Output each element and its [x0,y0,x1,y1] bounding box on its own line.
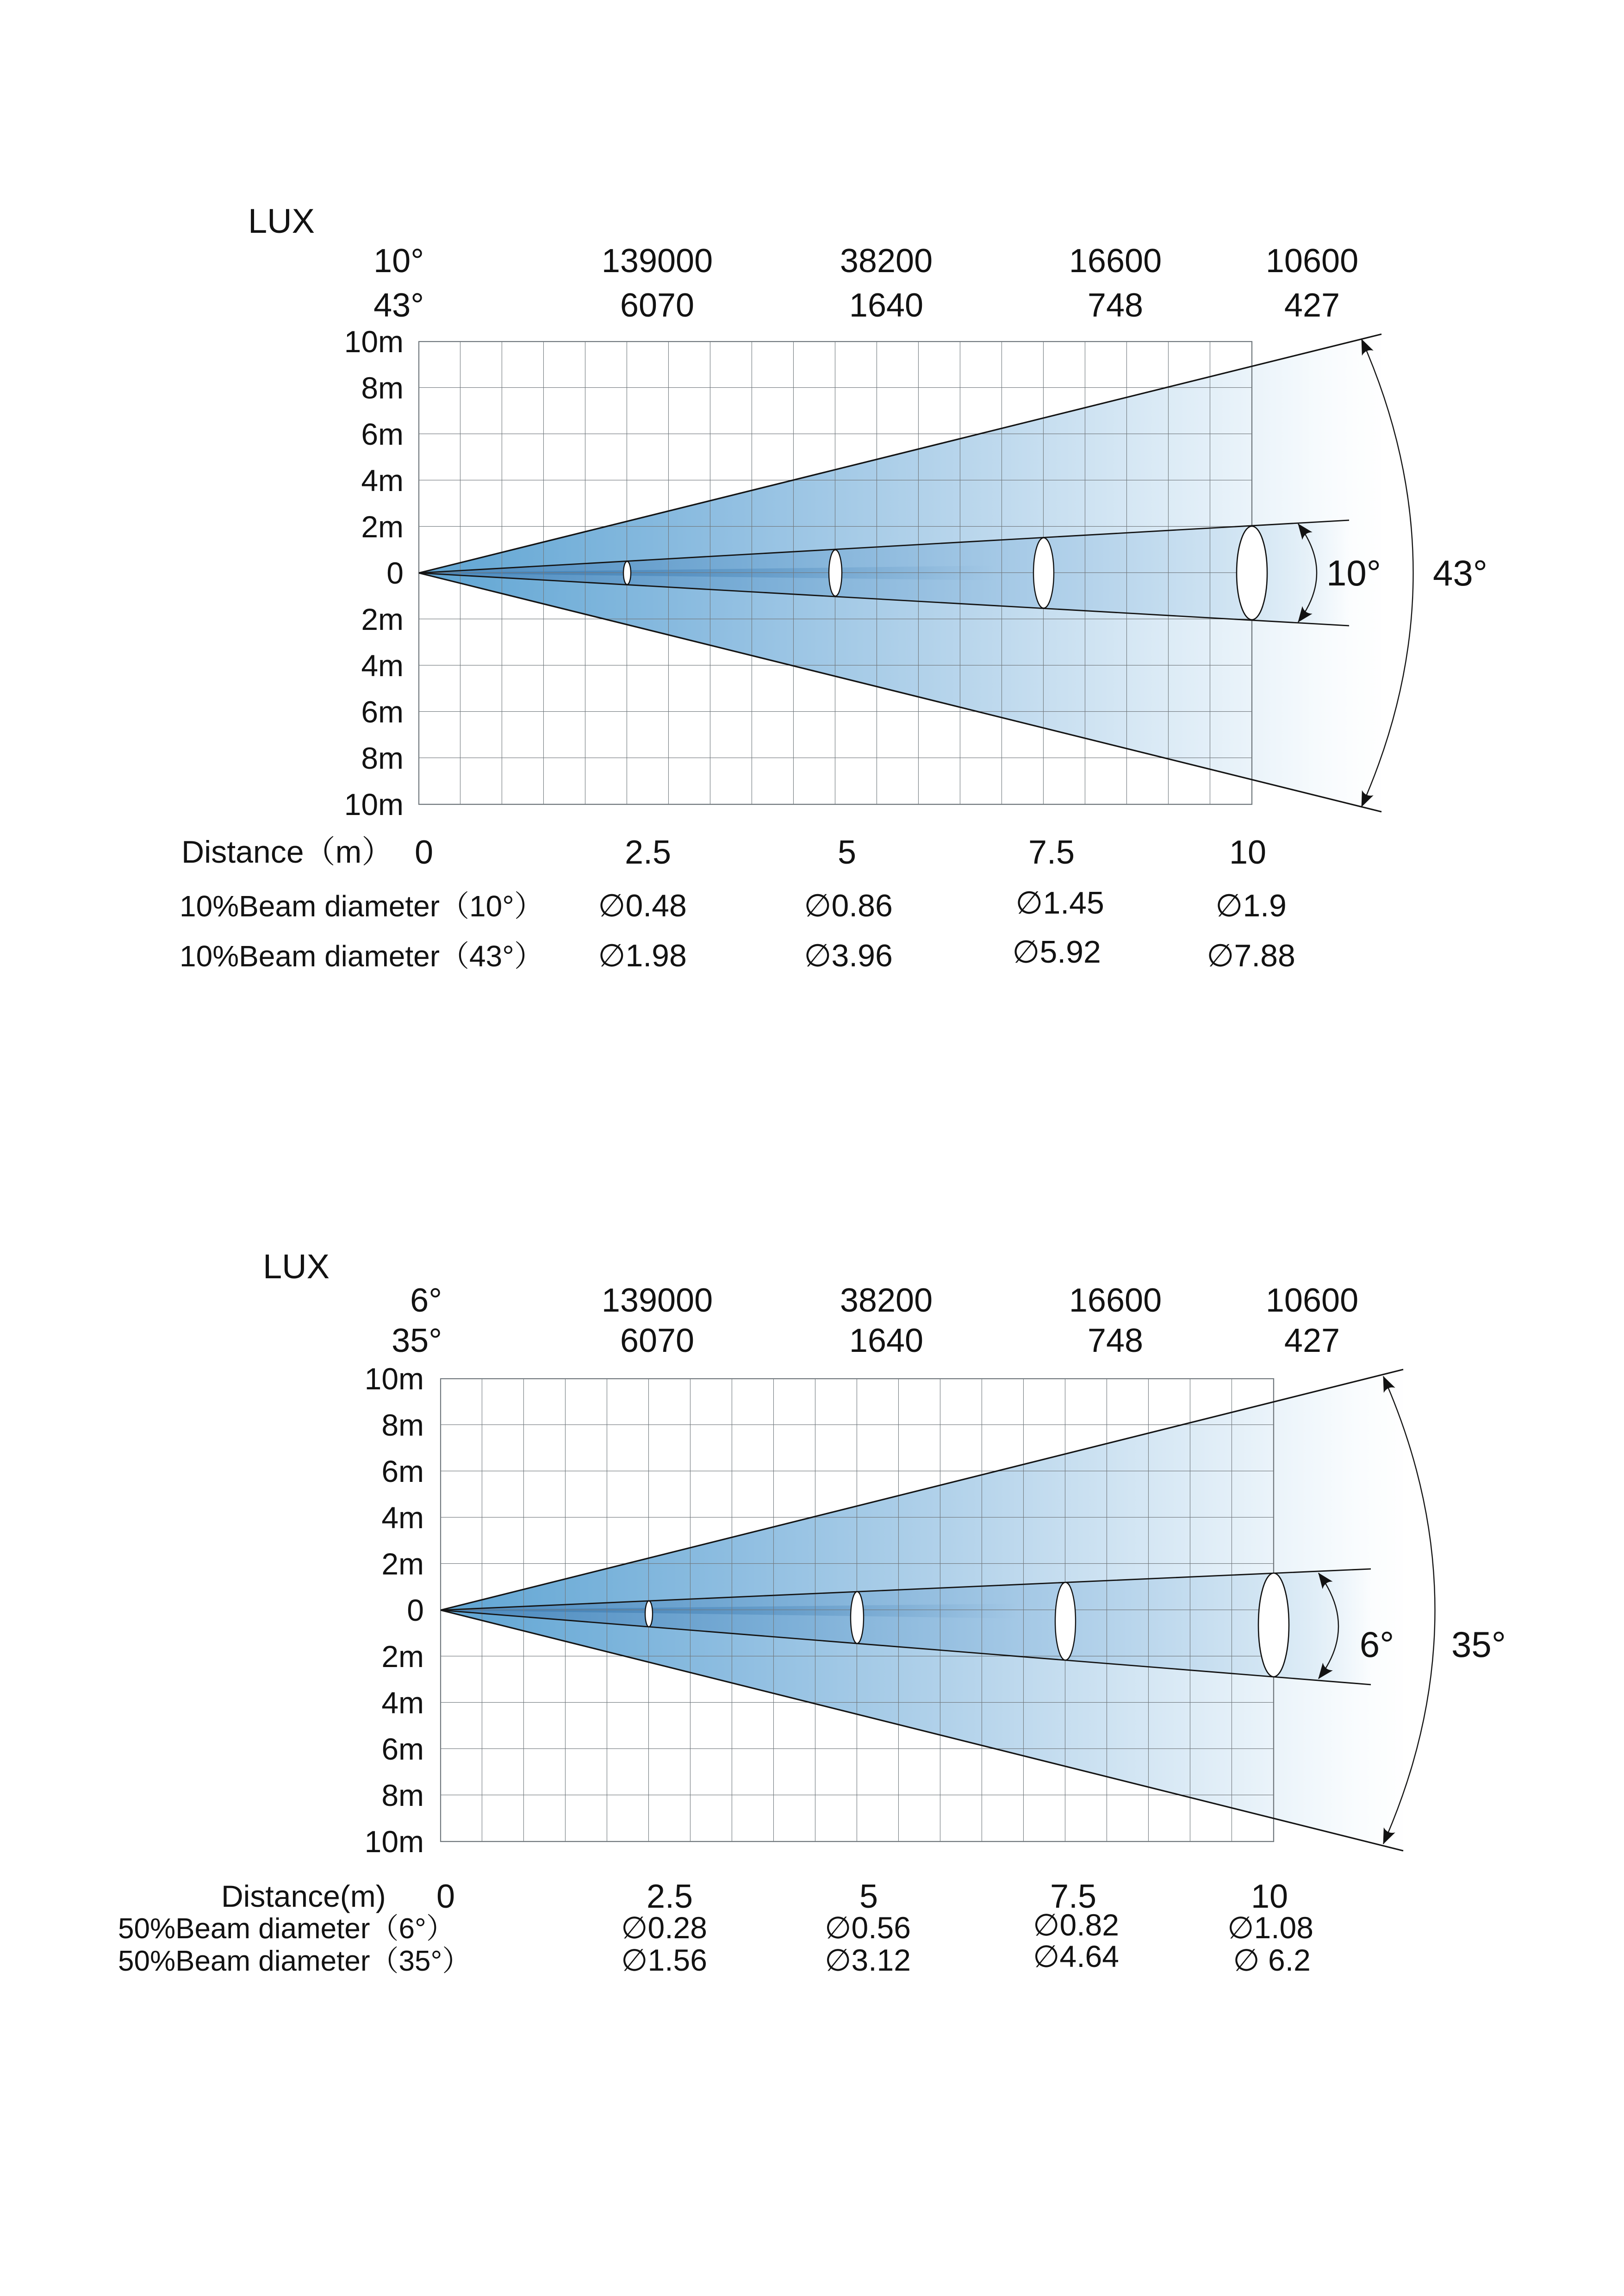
beam-diameter-value: ∅0.82 [1033,1908,1119,1942]
y-axis-label: 6m [381,1732,424,1766]
y-axis-label: 6m [361,695,404,729]
beam-chart-1 [180,202,1487,973]
header-angle-label: 35° [392,1322,442,1359]
y-axis-label: 10m [364,1362,424,1396]
distance-value: 2.5 [624,834,672,871]
beam-ellipse-5m [851,1592,864,1643]
wide-angle-callout: 43° [1433,553,1487,593]
distance-row-label: Distance（m） [181,834,393,870]
header-lux-value: 748 [1087,287,1144,324]
y-axis-label: 10m [344,324,404,359]
y-axis-label: 8m [361,371,404,405]
distance-value: 7.5 [1028,834,1075,871]
beam-diameter-row-label: 50%Beam diameter（35°） [118,1945,471,1977]
beam-ellipse-2-5m [645,1601,653,1627]
beam-diameter-value: ∅3.96 [804,938,893,973]
distance-value: 2.5 [646,1878,693,1915]
beam-ellipse-10m [1258,1573,1289,1677]
y-axis-label: 4m [361,463,404,498]
lux-label: LUX [263,1247,330,1286]
beam-diameter-value: ∅1.56 [621,1943,707,1977]
header-lux-value: 10600 [1265,1282,1359,1319]
header-lux-value: 748 [1087,1322,1144,1359]
header-lux-value: 139000 [601,243,713,280]
beam-ellipse-7-5m [1055,1582,1076,1660]
header-lux-value: 1640 [849,287,924,324]
beam-diameter-value: ∅4.64 [1033,1939,1119,1973]
beam-ellipse-7-5m [1033,538,1054,608]
beam-ellipse-2-5m [623,561,631,585]
distance-value: 5 [837,834,857,871]
lux-label: LUX [248,202,315,240]
distance-value: 5 [859,1878,878,1915]
beam-diameter-value: ∅ 6.2 [1233,1943,1311,1977]
beam-diameter-value: ∅0.86 [804,888,893,923]
y-axis-label: 2m [361,602,404,636]
y-axis-label: 2m [381,1639,424,1674]
beam-diameter-value: ∅7.88 [1207,938,1295,973]
y-axis-label: 10m [344,787,404,821]
header-angle-label: 43° [373,287,424,324]
beam-diameter-value: ∅1.08 [1227,1910,1313,1945]
header-lux-value: 427 [1284,1322,1340,1359]
beam-ellipse-5m [829,550,842,596]
y-axis-label: 8m [381,1408,424,1442]
distance-value: 10 [1229,834,1267,871]
distance-value: 0 [436,1878,455,1915]
y-axis-label: 8m [381,1778,424,1812]
beam-diameter-value: ∅1.98 [598,938,687,973]
header-lux-value: 6070 [620,1322,695,1359]
header-lux-value: 6070 [620,287,695,324]
header-lux-value: 139000 [601,1282,713,1319]
header-lux-value: 427 [1284,287,1340,324]
beam-diameter-value: ∅0.48 [598,888,687,923]
distance-value: 7.5 [1050,1878,1097,1915]
distance-value: 0 [414,834,434,871]
header-lux-value: 1640 [849,1322,924,1359]
beam-diameter-row-label: 10%Beam diameter（10°） [180,890,544,923]
beam-diameter-row-label: 50%Beam diameter（6°） [118,1913,455,1945]
narrow-angle-callout: 10° [1326,553,1381,593]
y-axis-label: 6m [361,417,404,451]
y-axis-label: 0 [386,556,404,590]
beam-diameter-value: ∅0.28 [621,1910,707,1945]
header-lux-value: 38200 [840,1282,933,1319]
y-axis-label: 8m [361,741,404,775]
beam-diameter-value: ∅1.45 [1015,885,1104,921]
y-axis-label: 6m [381,1454,424,1488]
y-axis-label: 4m [361,648,404,683]
narrow-angle-callout: 6° [1359,1624,1394,1665]
header-lux-value: 10600 [1265,243,1359,280]
header-lux-value: 16600 [1069,243,1162,280]
header-lux-value: 38200 [840,243,933,280]
beam-diameter-row-label: 10%Beam diameter（43°） [180,940,544,973]
beam-diameter-value: ∅1.9 [1215,888,1287,923]
header-angle-label: 10° [373,243,424,280]
header-angle-label: 6° [410,1282,442,1319]
beam-diameter-value: ∅5.92 [1012,934,1101,970]
beam-chart-2 [118,1247,1506,1977]
header-lux-value: 16600 [1069,1282,1162,1319]
y-axis-label: 4m [381,1500,424,1535]
distance-row-label: Distance(m) [221,1879,386,1913]
wide-angle-callout: 35° [1451,1624,1506,1665]
y-axis-label: 2m [361,510,404,544]
y-axis-label: 0 [407,1593,424,1627]
y-axis-label: 10m [364,1824,424,1859]
y-axis-label: 2m [381,1547,424,1581]
beam-diameter-value: ∅0.56 [825,1910,911,1945]
y-axis-label: 4m [381,1686,424,1720]
beam-diameter-value: ∅3.12 [825,1943,911,1977]
beam-ellipse-10m [1237,526,1267,620]
distance-value: 10 [1251,1878,1288,1915]
